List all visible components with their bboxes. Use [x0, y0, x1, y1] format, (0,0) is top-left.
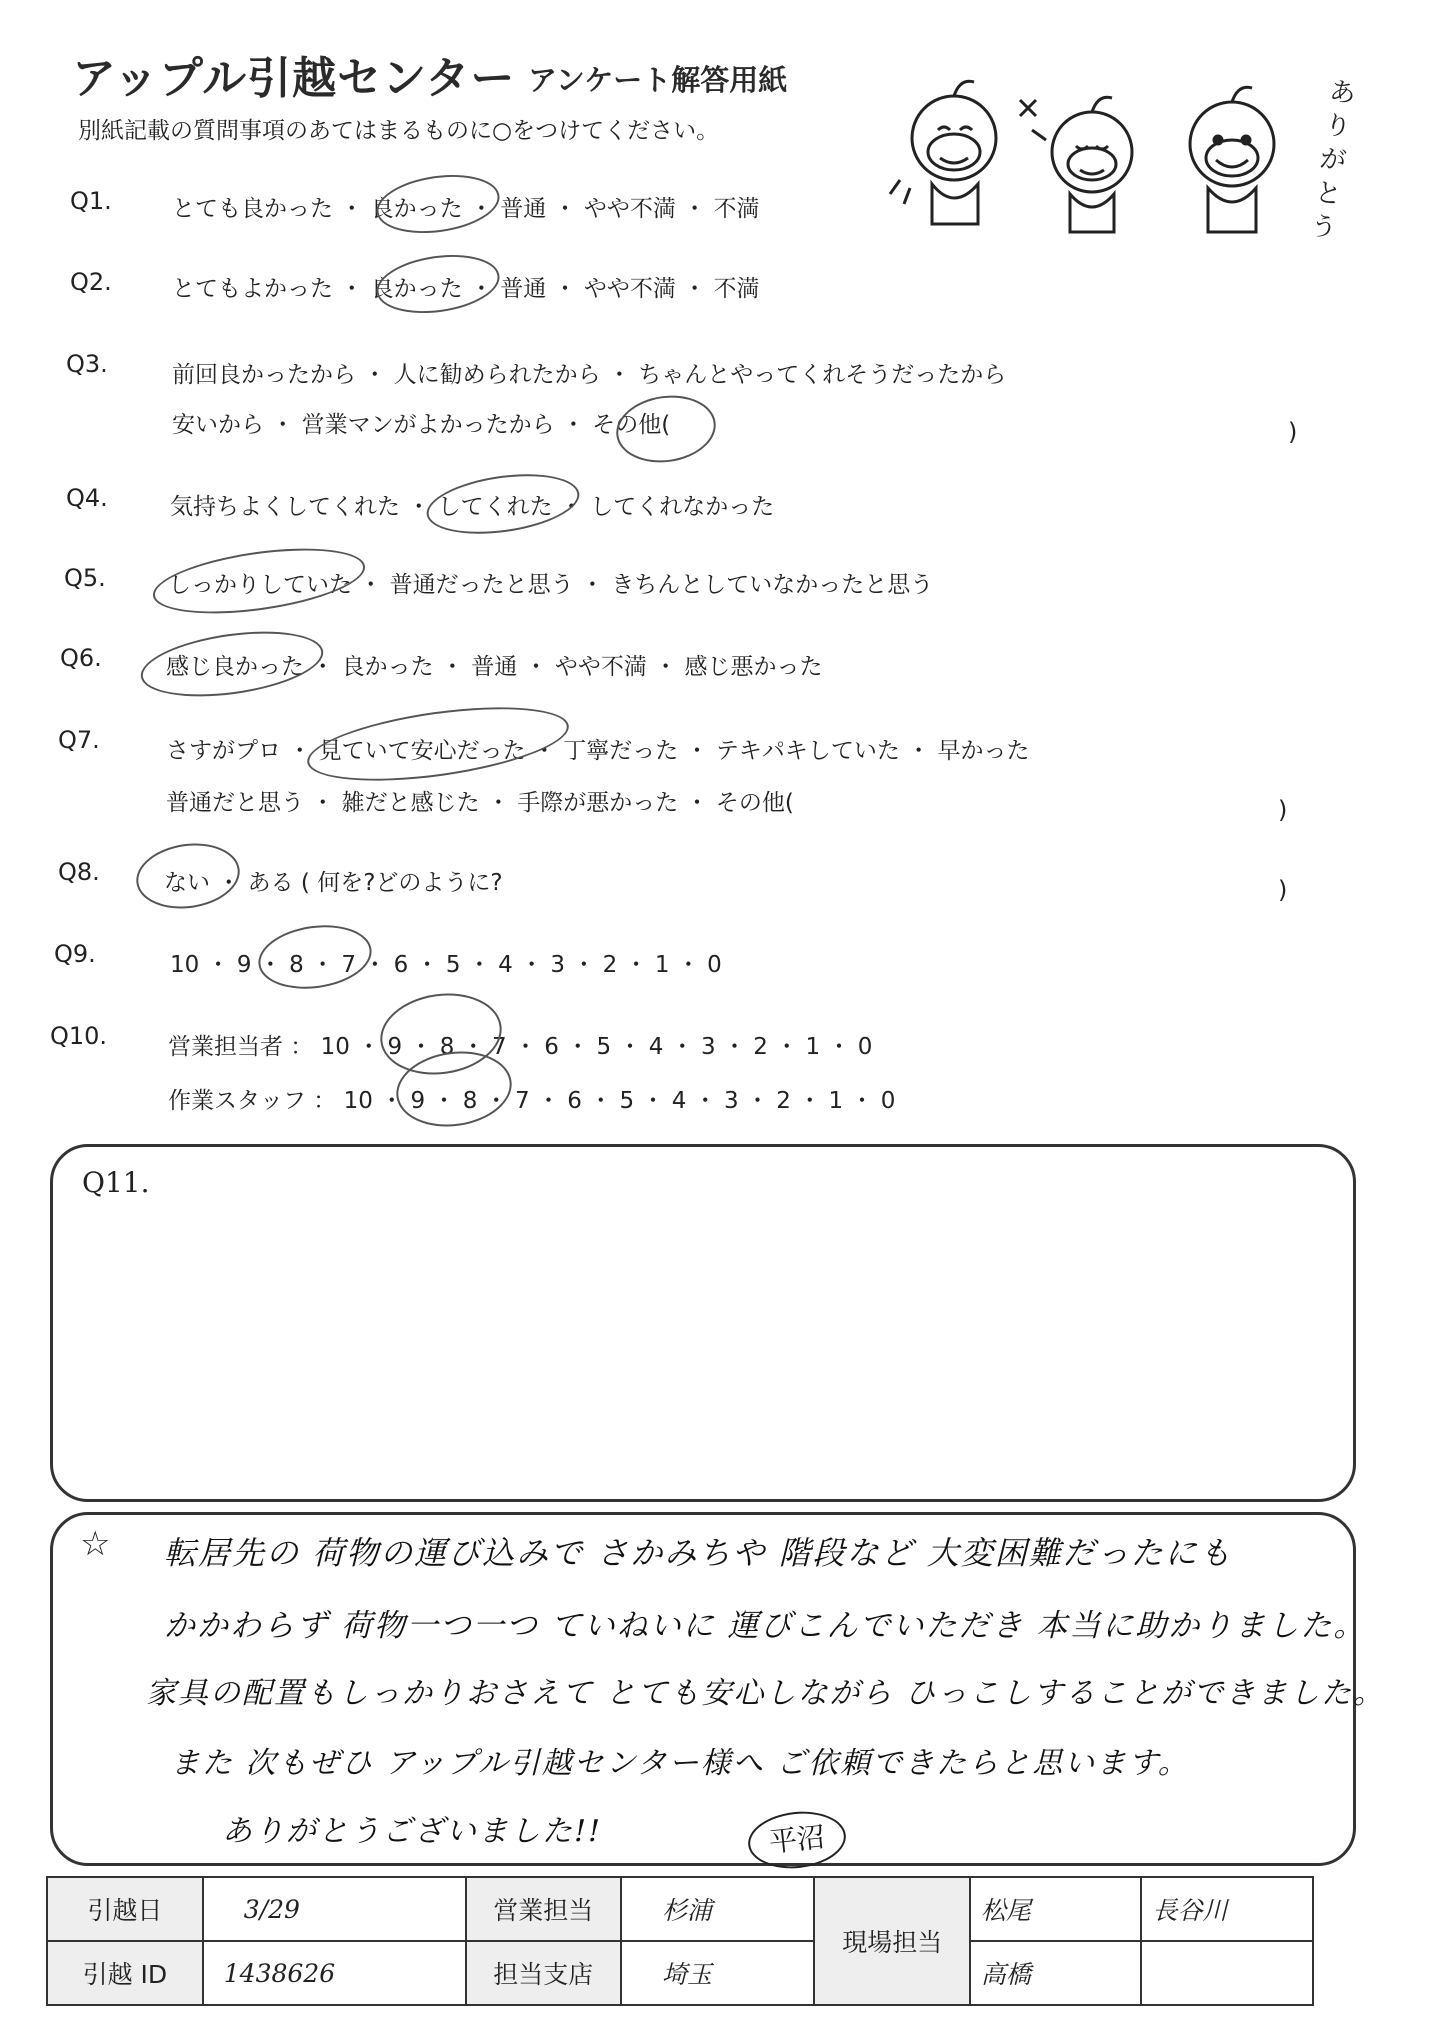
q6-options: 感じ良かった ・ 良かった ・ 普通 ・ やや不満 ・ 感じ悪かった — [166, 654, 823, 680]
move-date-value: 3/29 — [203, 1877, 466, 1941]
q2-options: とてもよかった ・ 良かった ・ 普通 ・ やや不満 ・ 不満 — [172, 276, 760, 302]
site-staff-empty — [1141, 1941, 1313, 2005]
site-staff-label: 現場担当 — [814, 1877, 969, 2005]
q8-selected-circle — [132, 837, 244, 915]
q1-selected-circle — [373, 168, 504, 241]
q3-options-line2: 安いから ・ 営業マンがよかったから ・ その他( — [172, 412, 671, 438]
branch-label: 担当支店 — [466, 1941, 621, 2005]
q3-options-line1: 前回良かったから ・ 人に勧められたから ・ ちゃんとやってくれそうだったから — [172, 362, 1007, 388]
comment-line-1: 転居先の 荷物の運び込みで さかみちや 階段など 大変困難だったにも — [164, 1534, 1233, 1572]
q2-selected-circle — [373, 248, 504, 321]
move-id-value: 1438626 — [203, 1941, 466, 2005]
q8-options: ない ・ ある ( 何を?どのように? — [164, 870, 503, 896]
q7-close-paren: ) — [1278, 796, 1288, 824]
site-staff-2: 長谷川 — [1141, 1877, 1313, 1941]
form-title: アップル引越センター — [72, 53, 516, 104]
branch-value: 埼玉 — [621, 1941, 814, 2005]
sales-rep-label: 営業担当 — [466, 1877, 621, 1941]
q1-number: Q1. — [70, 187, 112, 215]
comment-line-2: かかわらず 荷物一つ一つ ていねいに 運びこんでいただき 本当に助かりました。 — [164, 1608, 1367, 1644]
q8-number: Q8. — [58, 858, 100, 886]
q10-number: Q10. — [50, 1022, 108, 1050]
move-date-label: 引越日 — [47, 1877, 203, 1941]
comment-line-4: また 次もぜひ アップル引越センター様へ ご依頼できたらと思います。 — [170, 1746, 1190, 1781]
q11-label: Q11. — [82, 1166, 150, 1199]
q3-close-paren: ) — [1288, 418, 1298, 446]
thanks-vertical-text: ありがとう — [1308, 76, 1358, 245]
instruction-text: 別紙記載の質問事項のあてはまるものに○をつけてください。 — [78, 118, 720, 144]
q7-options-line2: 普通だと思う ・ 雑だと感じた ・ 手際が悪かった ・ その他( — [166, 790, 794, 816]
q1-options: とても良かった ・ 良かった ・ 普通 ・ やや不満 ・ 不満 — [172, 196, 760, 222]
q3-selected-circle — [612, 389, 720, 468]
q9-options: 10 ・ 9 ・ 8 ・ 7 ・ 6 ・ 5 ・ 4 ・ 3 ・ 2 ・ 1 ・ 0 — [170, 952, 722, 978]
move-info-table — [46, 1876, 1314, 2006]
site-staff-3: 高橋 — [970, 1941, 1142, 2005]
monkey-mascot-icon — [882, 60, 1302, 240]
q5-options: しっかりしていた ・ 普通だったと思う ・ きちんとしていなかったと思う — [168, 572, 934, 598]
q6-number: Q6. — [60, 644, 102, 672]
q2-number: Q2. — [70, 268, 112, 296]
q10-staff-options: 作業スタッフ ： 10 ・ 9 ・ 8 ・ 7 ・ 6 ・ 5 ・ 4 ・ 3 ・ 2 ・ 1 ・ 0 — [168, 1088, 896, 1114]
q9-number: Q9. — [54, 940, 96, 968]
q5-number: Q5. — [64, 564, 106, 592]
q10-sales-options: 営業担当者 ： 10 ・ 9 ・ 8 ・ 7 ・ 6 ・ 5 ・ 4 ・ 3 ・ 2 ・ 1 ・ 0 — [168, 1034, 873, 1060]
q9-selected-circle — [254, 918, 376, 995]
star-icon: ☆ — [80, 1524, 111, 1564]
q11-answer-box — [50, 1144, 1356, 1502]
site-staff-1: 松尾 — [970, 1877, 1142, 1941]
name-stamp: 平沼 — [745, 1807, 848, 1873]
q7-options-line1: さすがプロ ・ 見ていて安心だった ・ 丁寧だった ・ テキパキしていた ・ 早かった — [166, 738, 1030, 764]
q4-options: 気持ちよくしてくれた ・ してくれた ・ してくれなかった — [170, 494, 775, 520]
q4-number: Q4. — [66, 484, 108, 512]
form-subtitle: アンケート解答用紙 — [528, 63, 788, 97]
q5-selected-circle — [149, 537, 369, 624]
q3-number: Q3. — [66, 350, 108, 378]
move-id-label: 引越 ID — [47, 1941, 203, 2005]
q8-close-paren: ) — [1278, 876, 1288, 904]
comment-line-3: 家具の配置もしっかりおさえて とても安心しながら ひっこしすることができました。 — [146, 1676, 1386, 1711]
q6-selected-circle — [137, 621, 328, 706]
sales-rep-value: 杉浦 — [621, 1877, 814, 1941]
q7-number: Q7. — [58, 726, 100, 754]
q4-selected-circle — [423, 466, 583, 543]
q7-selected-circle — [303, 694, 573, 794]
comment-line-5: ありがとうございました!! — [222, 1814, 603, 1849]
